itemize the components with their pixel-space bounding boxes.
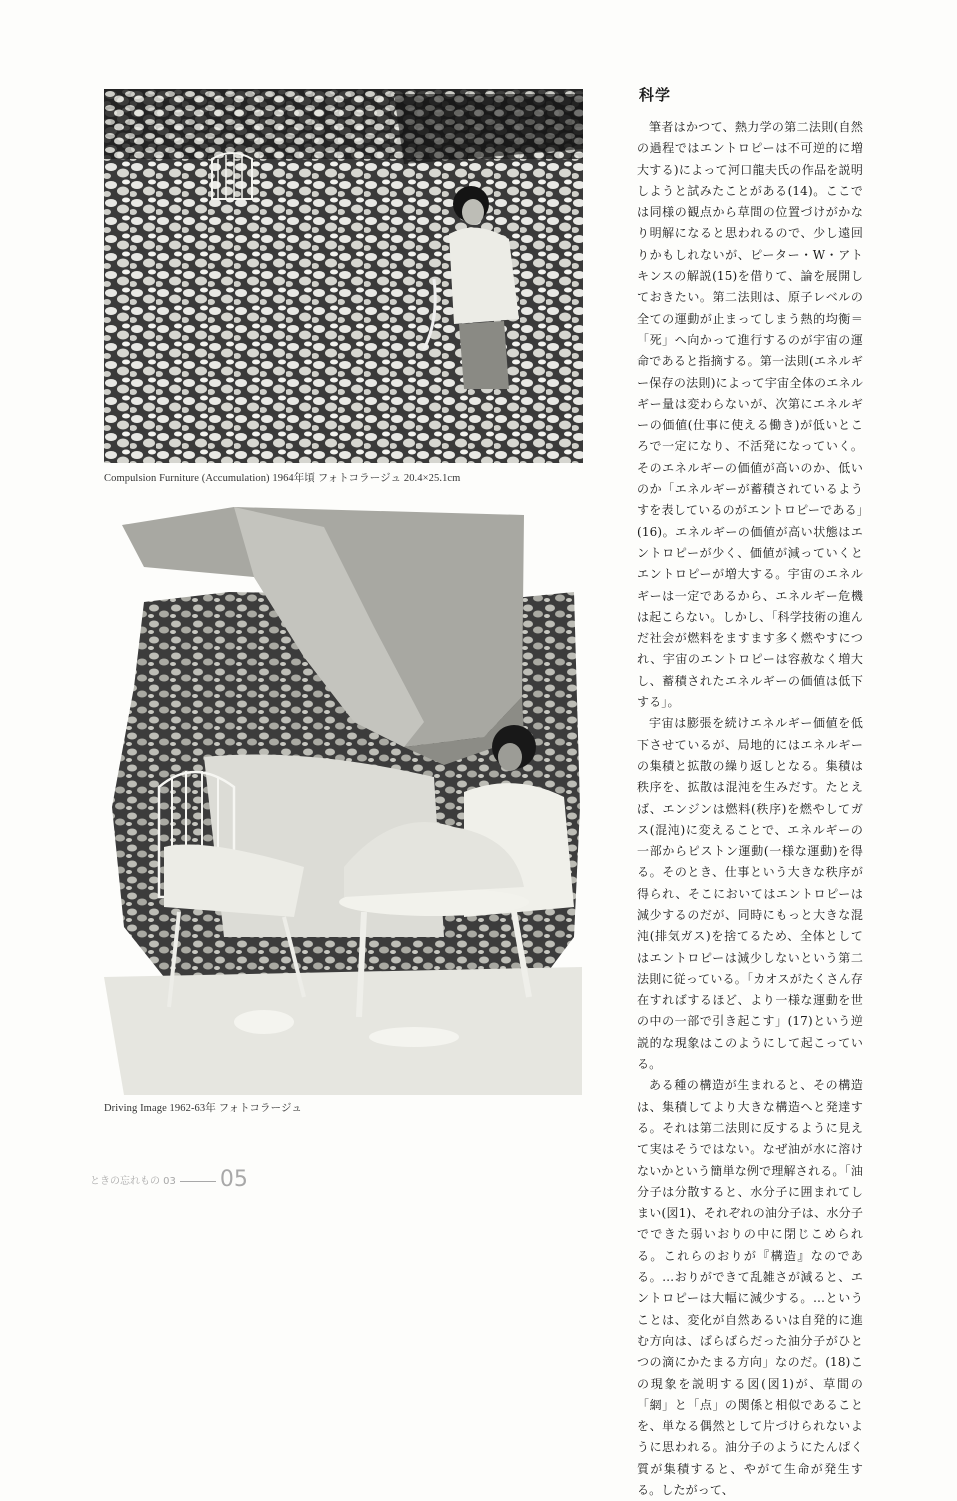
page-footer xyxy=(90,1167,248,1192)
page-number: 05 xyxy=(219,1167,248,1192)
photo-compulsion-furniture xyxy=(104,89,583,463)
article-paragraph-1: 筆者はかつて、熱力学の第二法則(自然の過程ではエントロピーは不可逆的に増大する)によって河口龍夫氏の作品を説明しようと試みたことがある(14)。ここでは同様の観点から草間の位置づけがかなり明解になると思われるので、少し遠回りかもしれないが、ピーター・W・アトキンスの解説(15)を借りて、論を展開しておきたい。第二法則は、原子レベルの全ての運動が止まってしまう熱的均衡＝「死」へ向かって進行するのが宇宙の運命であると指摘する。第一法則(エネルギー保存の法則)によって宇宙全体のエネルギー量は変わらないが、次第にエネルギーの価値(仕事に使える働き)が低いところで一定になり、不活発になっていく。そのエネルギーの価値が高いのか、低いのか「エネルギーが蓄積されているようすを表しているのがエントロピーである」(16)。エネルギーの価値が高い状態はエントロピーが少く、価値が減っていくとエントロピーが増大する。宇宙のエネルギーは一定であるから、エネルギー危機は起こらない。しかし、「科学技術の進んだ社会が燃料をますます多く燃やすにつれ、宇宙のエントロピーは容赦なく増大し、蓄積されたエネルギーの価値は低下する」。 xyxy=(637,120,863,710)
article-paragraph-2: 宇宙は膨張を続けエネルギー価値を低下させているが、局地的にはエネルギーの集積と拡散の繰り返しとなる。集積は秩序を、拡散は混沌を生みだす。たとえば、エンジンは燃料(秩序)を燃やしてガス(混沌)に変えることで、エネルギーの一部からピストン運動(一様な運動)を得る。そのとき、仕事という大きな秩序が得られ、そこにおいてはエントロピーは減少するのだが、同時にもっと大きな混沌(排気ガス)を捨てるため、全体としてはエントロピーは減少しないという第二法則に従っている。「カオスがたくさん存在すればするほど、より一様な運動を世の中の一部で引き起こす」(17)という逆説的な現象はこのようにして起こっている。 xyxy=(637,716,863,1072)
caption-top-photo: Compulsion Furniture (Accumulation) 1964年頃 フォトコラージュ 20.4×25.1cm xyxy=(104,473,461,484)
photo-driving-image xyxy=(104,507,582,1095)
article-column xyxy=(637,84,863,1501)
footer-rule xyxy=(180,1181,216,1182)
section-heading: 科学 xyxy=(639,86,672,104)
article-paragraph-3: ある種の構造が生まれると、その構造は、集積してより大きな構造へと発達する。それは第二法則に反するように見えて実はそうではない。なぜ油が水に溶けないかという簡単な例で理解される。「油分子は分散すると、水分子に囲まれてしまい(図1)、それぞれの油分子は、水分子でできた弱いおりの中に閉じこめられる。これらのおりが『構造』なのである。…おりができて乱雑さが減ると、エントロピーは大幅に減少する。…ということは、変化が自然あるいは自発的に進む方向は、ばらばらだった油分子がひとつの滴にかたまる方向」なのだ。(18)この現象を説明する図(図1)が、草間の「網」と「点」の関係と相似であることを、単なる偶然として片づけられないように思われる。油分子のようにたんぱく質が集積すると、やがて生命が発生する。したがって、 xyxy=(637,1078,863,1497)
footer-series-title: ときの忘れもの 03 xyxy=(90,1176,176,1187)
caption-bottom-photo: Driving Image 1962-63年 フォトコラージュ xyxy=(104,1103,303,1114)
